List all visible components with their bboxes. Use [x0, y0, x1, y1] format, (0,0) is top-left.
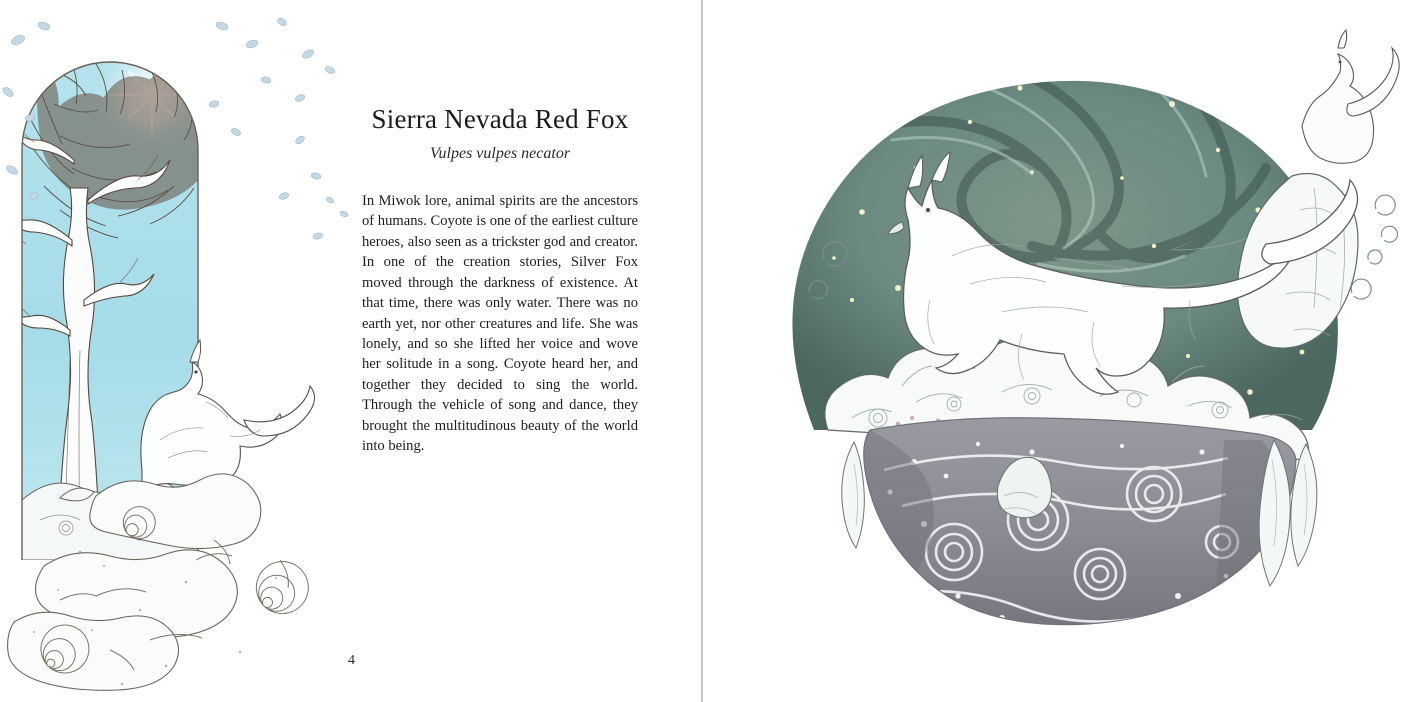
right-illustration-svg: [702, 0, 1404, 702]
spread-gutter: [701, 0, 703, 702]
article-text-column: [362, 104, 638, 471]
running-fox-illustration: [702, 0, 1404, 702]
arched-window-fox-illustration: [0, 0, 360, 702]
body-paragraph: In Miwok lore, animal spirits are the ancestors of humans. Coyote is one of the earliest culture heroes, also seen as a trickster god and creator. In one of the creation stories, Silver Fox moved through the darkness of existence. At that time, there was only water. There was no earth yet, nor other creatures and life. She was lonely, and so she lifted her voice and wove her solitude in a song. Coyote heard her, and together they decided to sing the world. Through the vehicle of song and dance, they brought the multitudinous beauty of the world into being.: [362, 193, 638, 455]
left-illustration-svg: [0, 0, 360, 702]
standing-fox: [1302, 30, 1399, 163]
right-page: [702, 0, 1404, 702]
scientific-name: Vulpes vulpes necator: [429, 145, 571, 162]
page-title: Sierra Nevada Red Fox: [371, 104, 629, 134]
page-number: 4: [348, 653, 355, 668]
